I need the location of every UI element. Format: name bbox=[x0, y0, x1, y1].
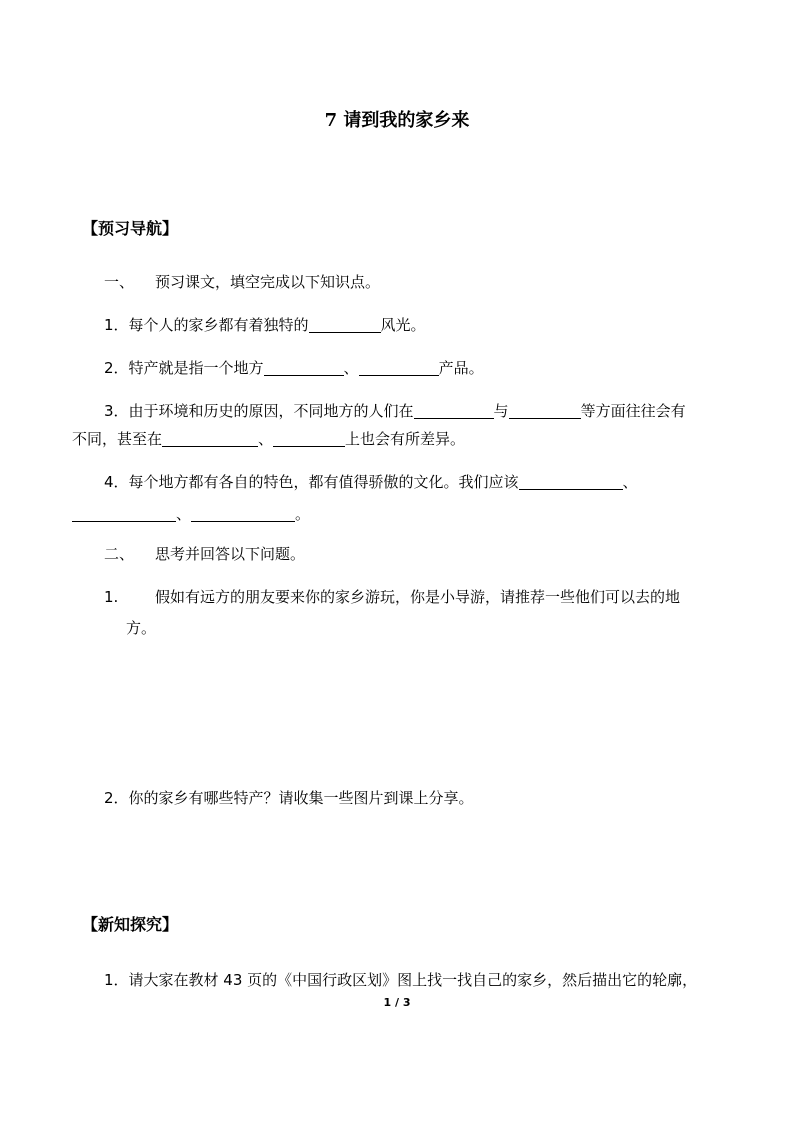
question-2-1-cont: 方。 bbox=[126, 619, 157, 637]
fill-blank[interactable] bbox=[162, 430, 258, 447]
page-number: 1 / 3 bbox=[383, 996, 411, 1009]
question-1-1: 1．每个人的家乡都有着独特的 风光。 bbox=[104, 316, 426, 334]
explore-question-1: 1．请大家在教材 43 页的《中国行政区划》图上找一找自己的家乡，然后描出它的轮廓， bbox=[104, 971, 698, 989]
fill-blank[interactable] bbox=[509, 402, 581, 419]
fill-blank[interactable] bbox=[414, 402, 494, 419]
question-1-2: 2．特产就是指一个地方 、 产品。 bbox=[104, 359, 484, 377]
fill-blank[interactable] bbox=[273, 430, 345, 447]
fill-blank[interactable] bbox=[191, 505, 295, 522]
question-1-3-cont: 不同，甚至在 、 上也会有所差异。 bbox=[72, 430, 466, 448]
question-2-1-number: 1. bbox=[104, 588, 119, 606]
fill-blank[interactable] bbox=[264, 359, 344, 376]
fill-blank[interactable] bbox=[519, 473, 623, 490]
part2-number: 二、 bbox=[104, 545, 135, 563]
question-2-2: 2．你的家乡有哪些特产？请收集一些图片到课上分享。 bbox=[104, 789, 474, 807]
section-header-explore: 【新知探究】 bbox=[82, 915, 179, 934]
fill-blank[interactable] bbox=[309, 316, 381, 333]
section-header-preview: 【预习导航】 bbox=[82, 219, 179, 238]
part2-instruction: 思考并回答以下问题。 bbox=[155, 545, 306, 563]
fill-blank[interactable] bbox=[359, 359, 439, 376]
question-1-3: 3．由于环境和历史的原因，不同地方的人们在 与 等方面往往会有 bbox=[104, 402, 686, 420]
question-2-1: 假如有远方的朋友要来你的家乡游玩，你是小导游，请推荐一些他们可以去的地 bbox=[155, 588, 681, 606]
part1-instruction: 预习课文，填空完成以下知识点。 bbox=[155, 273, 381, 291]
part1-number: 一、 bbox=[104, 273, 135, 291]
fill-blank[interactable] bbox=[72, 505, 176, 522]
question-1-4-cont: 、 。 bbox=[72, 504, 310, 524]
question-1-4: 4．每个地方都有各自的特色，都有值得骄傲的文化。我们应该 、 bbox=[104, 473, 638, 491]
page-title: 7 请到我的家乡来 bbox=[324, 110, 470, 131]
